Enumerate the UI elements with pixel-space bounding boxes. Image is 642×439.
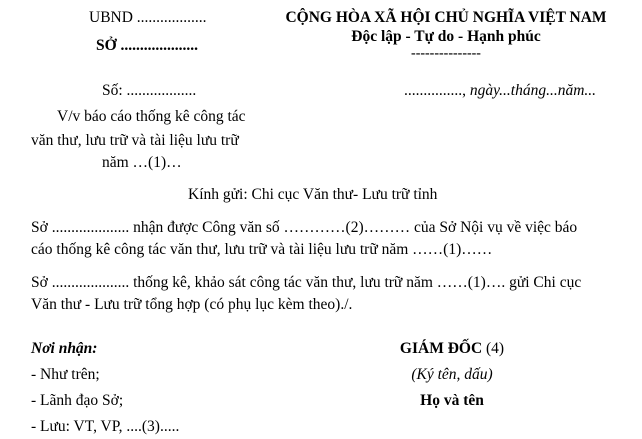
agency-ubnd: UBND .................. (89, 9, 207, 26)
subject-line-3: năm …(1)… (102, 154, 182, 171)
signer-title-bold: GIÁM ĐỐC (399, 340, 483, 357)
subject-line-2: văn thư, lưu trữ và tài liệu lưu trữ (31, 132, 239, 149)
sign-note: (Ký tên, dấu) (411, 366, 493, 383)
motto-underline: --------------- (411, 46, 481, 61)
paragraph-1-line-1: Sở .................... nhận được Công văn số …………(2)……… của Sở Nội vụ về việc báo (31, 219, 578, 236)
paragraph-2-line-1: Sở .................... thống kê, khảo sát công tác văn thư, lưu trữ năm ……(1)…. gửi Chi cục (31, 274, 582, 291)
document-number: Số: .................. (102, 82, 197, 99)
national-title: CỘNG HÒA XÃ HỘI CHỦ NGHĨA VIỆT NAM (285, 9, 607, 26)
recipient-line (188, 186, 437, 204)
signer-title-note: (4) (482, 340, 505, 357)
date-place: ..............., (404, 82, 470, 99)
date-text: ngày...tháng...năm... (469, 82, 597, 99)
document-date (404, 82, 596, 100)
recipient-item: - Như trên; (31, 366, 100, 383)
paragraph-1-line-2: cáo thống kê công tác văn thư, lưu trữ và tài liệu lưu trữ năm ……(1)…… (31, 241, 493, 258)
paragraph-2-line-2: Văn thư - Lưu trữ tổng hợp (có phụ lục kèm theo)./. (31, 296, 353, 313)
recipient-prefix: Kính gửi: (188, 186, 252, 203)
agency-department: SỞ .................... (96, 37, 199, 54)
signer-name: Họ và tên (420, 392, 484, 409)
recipient-name: Chi cục Văn thư- Lưu trữ tỉnh (251, 186, 438, 203)
recipient-item: - Lưu: VT, VP, ....(3)..... (31, 418, 180, 435)
subject-line-1: V/v báo cáo thống kê công tác (57, 108, 246, 125)
recipient-item: - Lãnh đạo Sở; (31, 392, 124, 409)
recipients-title: Nơi nhận: (31, 340, 98, 357)
national-motto: Độc lập - Tự do - Hạnh phúc (351, 28, 541, 45)
signer-title (352, 340, 552, 358)
